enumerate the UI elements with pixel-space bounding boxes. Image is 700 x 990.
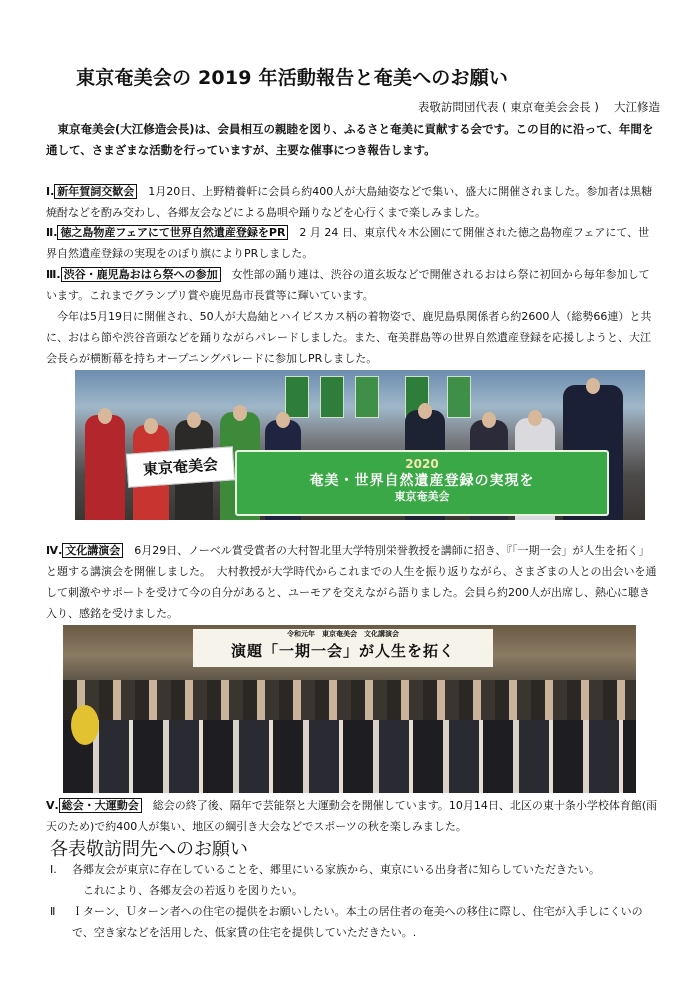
- section-2-number: Ⅱ.: [46, 226, 58, 239]
- request-item-1-continued: [50, 880, 660, 901]
- request-2-number: Ⅱ: [50, 905, 56, 918]
- lecture-group-photo: [63, 625, 636, 793]
- request-1-number: Ⅰ.: [50, 863, 57, 876]
- stage-sign-caption: 令和元年 東京奄美会 文化講演会: [287, 630, 399, 638]
- parade-person-head: [586, 378, 600, 394]
- request-1-text: 各郷友会が東京に存在していることを、郷里にいる家族から、東京にいる出身者に知らしていただきたい。: [72, 863, 600, 876]
- request-item-2: [50, 901, 660, 943]
- section-5-number: Ⅴ.: [46, 799, 59, 812]
- section-3-heading: 渋谷・鹿児島おはら祭への参加: [61, 267, 221, 282]
- banner-organization: 東京奄美会: [394, 490, 450, 503]
- parade-photo: [75, 370, 645, 520]
- flag-banner: [355, 376, 379, 418]
- stage-sign-title: 演題「一期一会」が人生を拓く: [230, 642, 455, 660]
- section-2-body: 2 月 24 日、東京代々木公園にて開催された徳之島物産フェアにて、世界自然遺産登録の実現をのぼり旗によりPRしました。: [46, 226, 650, 260]
- section-4-number: Ⅳ.: [46, 544, 63, 557]
- intro-paragraph: 東京奄美会(大江修造会長)は、会員相互の親睦を図り、ふるさと奄美に貢献する会です。この目的に沿って、年間を通して、さまざまな活動を行っていますが、主要な催事につき報告します。: [46, 122, 654, 157]
- parade-person-head: [482, 412, 496, 428]
- placard-sign: 東京奄美会: [126, 446, 235, 487]
- parade-person-head: [418, 403, 432, 419]
- section-4: [46, 540, 658, 624]
- sunflower-bouquet: [71, 705, 99, 745]
- parade-person-head: [144, 418, 158, 434]
- request-1-text-2: これにより、各郷友会の若返りを図りたい。: [72, 884, 303, 897]
- parade-banner: [235, 450, 609, 516]
- section-5: [46, 795, 658, 837]
- section-4-heading: 文化講演会: [62, 543, 123, 558]
- section-4-body: 6月29日、ノーベル賞受賞者の大村智北里大学特別栄誉教授を講師に招き、『「一期一会」が人生を拓く」と題する講演会を開催しました。 大村教授が大学時代からこれまでの人生を振り返りながら、さまざまの人との出会いを通して刺激やサポートを受けて今の自分があると、ユーモアを交えながら語りました。会員ら約200人が出席し、熱心に聴き入り、感銘を受けました。: [46, 544, 657, 620]
- requests-title: 各表敬訪問先へのお願い: [50, 839, 248, 860]
- flag-banner: [447, 376, 471, 418]
- spacer: [50, 880, 72, 901]
- section-5-heading: 総会・大運動会: [59, 798, 142, 813]
- group-back-rows: [63, 680, 636, 720]
- parade-person: [85, 415, 125, 520]
- request-2-text: Ｉターン、Ｕターン者への住宅の提供をお願いしたい。本土の居住者の奄美への移住に際し、住宅が入手しにくいので、空き家などを活用した、低家賃の住宅を提供していただきたい。.: [72, 905, 643, 939]
- parade-person-head: [528, 410, 542, 426]
- section-1-heading: 新年賀詞交歓会: [54, 184, 137, 199]
- section-3-number: Ⅲ.: [46, 268, 61, 281]
- lecture-stage-sign: [193, 629, 493, 667]
- parade-person-head: [233, 405, 247, 421]
- section-1-body: 1月20日、上野精養軒に会員ら約400人が大島紬姿などで集い、盛大に開催されました。参加者は黒糖焼酎などを酌み交わし、各郷友会などによる島唄や踊りなどを心行くまで楽しみました。: [46, 185, 653, 219]
- section-1: [46, 181, 658, 223]
- parade-person-head: [98, 408, 112, 424]
- group-front-row: [63, 720, 636, 793]
- section-2: [46, 222, 658, 264]
- parade-person-head: [187, 412, 201, 428]
- request-item-1: [50, 859, 660, 880]
- parade-person-head: [276, 412, 290, 428]
- section-5-body: 総会の終了後、隔年で芸能祭と大運動会を開催しています。10月14日、北区の東十条小学校体育館(雨天のため)で約400人が集い、地区の綱引き大会などでスポーツの秋を楽しみました。: [46, 799, 658, 833]
- section-3: [46, 264, 658, 306]
- banner-slogan: 奄美・世界自然遺産登録の実現を: [309, 473, 535, 489]
- flag-banner: [285, 376, 309, 418]
- section-3-body: 女性部の踊り連は、渋谷の道玄坂などで開催されるおはら祭に初回から毎年参加しています。これまでグランプリ賞や鹿児島市長賞等に輝いています。: [46, 268, 650, 302]
- author-line: 表敬訪問団代表 ( 東京奄美会会長 ) 大江修造: [417, 100, 660, 114]
- flag-banner: [320, 376, 344, 418]
- requests-list: [50, 859, 660, 943]
- section-3-paragraph-2: 今年は5月19日に開催され、50人が大島紬とハイビスカス柄の着物姿で、鹿児島県関係者ら約2600人（総勢66連）と共に、おはら節や渋谷音頭などを踊りながらパレードしました。また、奄美群島等の世界自然遺産登録を応援しようと、大江会長らが横断幕を持ちオープニングパレードに参加しPRしました。: [46, 310, 652, 365]
- document-title: 東京奄美会の 2019 年活動報告と奄美へのお願い: [76, 67, 509, 89]
- banner-year: 2020: [405, 457, 439, 471]
- section-2-heading: 徳之島物産フェアにて世界自然遺産登録をPR: [57, 225, 288, 240]
- section-1-number: Ⅰ.: [46, 185, 55, 198]
